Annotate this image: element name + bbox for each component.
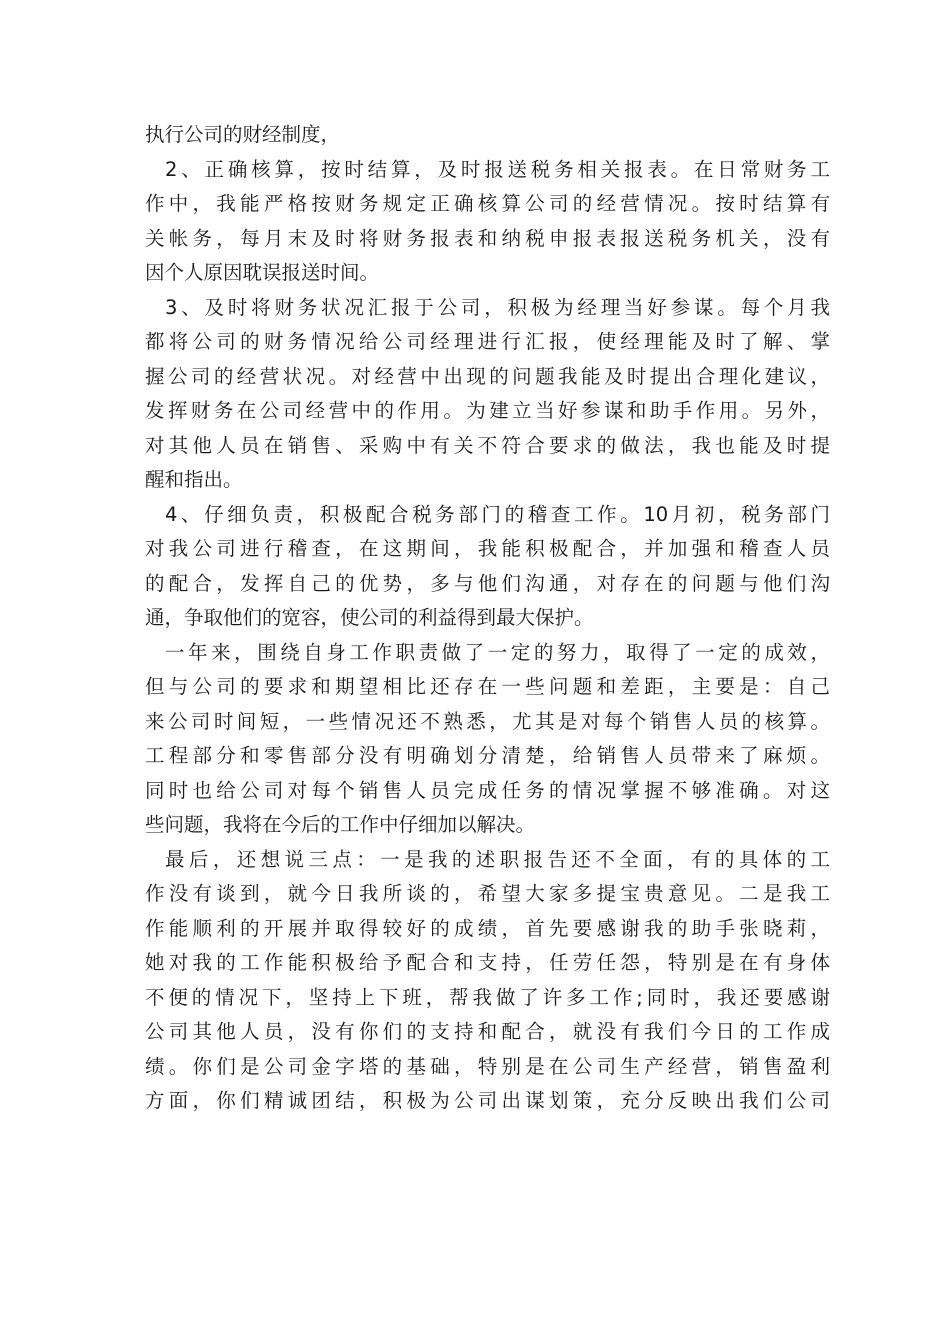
text-line: 通，争取他们的宽容，使公司的利益得到最大保护。 [145,606,594,629]
text-line: 都将公司的财务情况给公司经理进行汇报，使经理能及时了解、掌 [145,330,830,353]
text-line: 3、及时将财务状况汇报于公司，积极为经理当好参谋。每个月我 [165,295,830,319]
text-line: 对我公司进行稽查，在这期间，我能积极配合，并加强和稽查人员 [145,537,830,560]
text-line: 执行公司的财经制度， [145,123,341,146]
text-line: 工程部分和零售部分没有明确划分清楚，给销售人员带来了麻烦。 [145,744,830,767]
text-line: 方面，你们精诚团结，积极为公司出谋划策，充分反映出我们公司 [145,1089,830,1112]
text-line: 最后，还想说三点：一是我的述职报告还不全面，有的具体的工 [165,847,830,871]
text-line: 同时也给公司对每个销售人员完成任务的情况掌握不够准确。对这 [145,778,830,802]
text-line: 对其他人员在销售、采购中有关不符合要求的做法，我也能及时提 [145,433,830,457]
text-line: 发挥财务在公司经营中的作用。为建立当好参谋和助手作用。另外， [145,399,830,422]
text-line: 一年来，围绕自身工作职责做了一定的努力，取得了一定的成效， [165,640,830,664]
text-line: 作没有谈到，就今日我所谈的，希望大家多提宝贵意见。二是我工 [145,882,830,905]
text-line: 些问题，我将在今后的工作中仔细加以解决。 [145,813,536,836]
text-line: 但与公司的要求和期望相比还存在一些问题和差距，主要是：自己 [145,675,830,698]
text-line: 2、正确核算，按时结算，及时报送税务相关报表。在日常财务工 [165,157,830,181]
text-line: 来公司时间短，一些情况还不熟悉，尤其是对每个销售人员的核算。 [145,709,830,733]
text-line: 不便的情况下，坚持上下班，帮我做了许多工作;同时，我还要感谢 [145,985,830,1009]
text-line: 的配合，发挥自己的优势，多与他们沟通，对存在的问题与他们沟 [145,571,830,595]
text-line: 公司其他人员，没有你们的支持和配合，就没有我们今日的工作成 [145,1020,830,1043]
text-line: 绩。你们是公司金字塔的基础，特别是在公司生产经营，销售盈利 [145,1054,830,1078]
text-line: 关帐务，每月末及时将财务报表和纳税申报表报送税务机关，没有 [145,226,830,250]
text-line: 醒和指出。 [145,468,243,491]
text-line: 握公司的经营状况。对经营中出现的问题我能及时提出合理化建议， [145,364,830,388]
text-line: 作能顺利的开展并取得较好的成绩，首先要感谢我的助手张晓莉， [145,916,830,940]
text-line: 因个人原因耽误报送时间。 [145,261,380,284]
text-line: 作中，我能严格按财务规定正确核算公司的经营情况。按时结算有 [145,192,830,215]
text-line: 4、仔细负责，积极配合税务部门的稽查工作。10月初，税务部门 [165,502,830,526]
document-body [145,118,830,1119]
text-line: 她对我的工作能积极给予配合和支持，任劳任怨，特别是在有身体 [145,951,830,974]
